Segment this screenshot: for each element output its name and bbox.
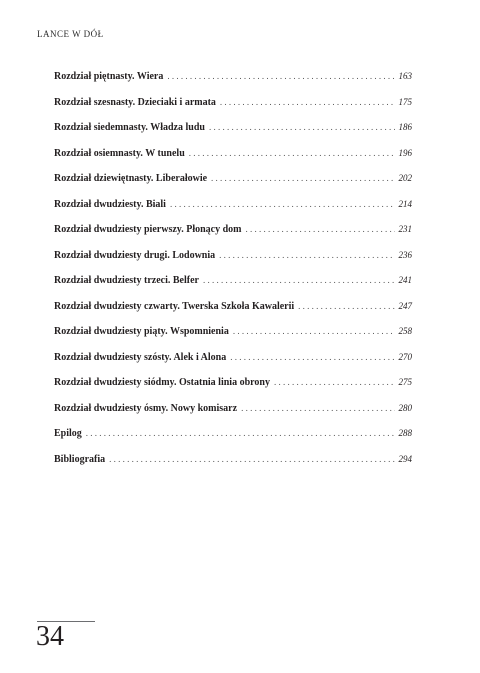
toc-entry[interactable] [54, 248, 412, 274]
toc-entry-title: Rozdział piętnasty. Wiera [54, 71, 164, 82]
toc-entry[interactable] [54, 375, 412, 401]
toc-entry[interactable] [54, 120, 412, 146]
toc-entry-title: Rozdział dziewiętnasty. Liberałowie [54, 173, 208, 184]
toc-entry[interactable] [54, 299, 412, 325]
toc-entry-page: 202 [398, 173, 412, 183]
page-number: 34 [36, 621, 64, 652]
dot-leader [298, 299, 394, 313]
toc-entry-page: 275 [398, 377, 412, 387]
toc-entry-page: 241 [398, 275, 412, 285]
toc-entry[interactable] [54, 426, 412, 452]
toc-entry-title: Rozdział dwudziesty piąty. Wspomnienia [54, 326, 229, 337]
dot-leader [109, 452, 394, 466]
toc-entry-page: 294 [398, 453, 412, 464]
toc-entry-title: Bibliografia [54, 453, 106, 465]
table-of-contents [54, 69, 412, 477]
toc-entry-title: Epilog [54, 428, 82, 439]
dot-leader [230, 350, 394, 364]
dot-leader [246, 222, 395, 236]
toc-entry-page: 236 [398, 249, 412, 260]
dot-leader [86, 426, 395, 440]
toc-entry-title: Rozdział szesnasty. Dzieciaki i armata [54, 96, 216, 108]
toc-entry-title: Rozdział dwudziesty trzeci. Belfer [54, 275, 199, 286]
toc-entry-page: 214 [398, 198, 412, 209]
toc-entry-page: 196 [398, 147, 412, 158]
toc-entry[interactable] [54, 146, 412, 172]
toc-entry-page: 186 [398, 122, 412, 132]
dot-leader [203, 273, 395, 287]
toc-entry-title: Rozdział dwudziesty siódmy. Ostatnia linia obrony [54, 377, 270, 388]
dot-leader [211, 171, 394, 185]
dot-leader [209, 120, 395, 134]
toc-entry-title: Rozdział siedemnasty. Władza ludu [54, 122, 205, 133]
toc-entry[interactable] [54, 401, 412, 427]
toc-entry[interactable] [54, 222, 412, 248]
toc-entry-page: 247 [398, 300, 412, 311]
dot-leader [189, 146, 395, 160]
toc-entry-title: Rozdział dwudziesty czwarty. Twerska Szkoła Kawalerii [54, 300, 295, 312]
toc-entry-page: 270 [398, 351, 412, 362]
dot-leader [167, 69, 394, 83]
toc-entry-page: 163 [398, 71, 412, 81]
toc-entry-page: 288 [398, 428, 412, 438]
dot-leader [241, 401, 394, 415]
toc-entry-page: 280 [398, 402, 412, 413]
toc-entry-page: 231 [398, 224, 412, 234]
toc-entry-title: Rozdział dwudziesty ósmy. Nowy komisarz [54, 402, 238, 414]
dot-leader [220, 95, 395, 109]
toc-entry[interactable] [54, 171, 412, 197]
toc-entry-page: 175 [398, 96, 412, 107]
dot-leader [170, 197, 395, 211]
toc-entry[interactable] [54, 95, 412, 121]
toc-entry-title: Rozdział dwudziesty szósty. Alek i Alona [54, 351, 227, 363]
running-header: LANCE W DÓŁ [37, 29, 104, 39]
toc-entry[interactable] [54, 324, 412, 350]
dot-leader [274, 375, 395, 389]
toc-entry[interactable] [54, 69, 412, 95]
toc-entry-title: Rozdział dwudziesty drugi. Lodownia [54, 249, 216, 261]
toc-entry-title: Rozdział dwudziesty. Biali [54, 198, 166, 210]
toc-entry-title: Rozdział dwudziesty pierwszy. Płonący dom [54, 224, 242, 235]
toc-entry[interactable] [54, 197, 412, 223]
toc-entry-page: 258 [398, 326, 412, 336]
toc-entry[interactable] [54, 452, 412, 478]
toc-entry[interactable] [54, 273, 412, 299]
dot-leader [219, 248, 394, 262]
toc-entry[interactable] [54, 350, 412, 376]
toc-entry-title: Rozdział osiemnasty. W tunelu [54, 147, 185, 159]
dot-leader [233, 324, 395, 338]
